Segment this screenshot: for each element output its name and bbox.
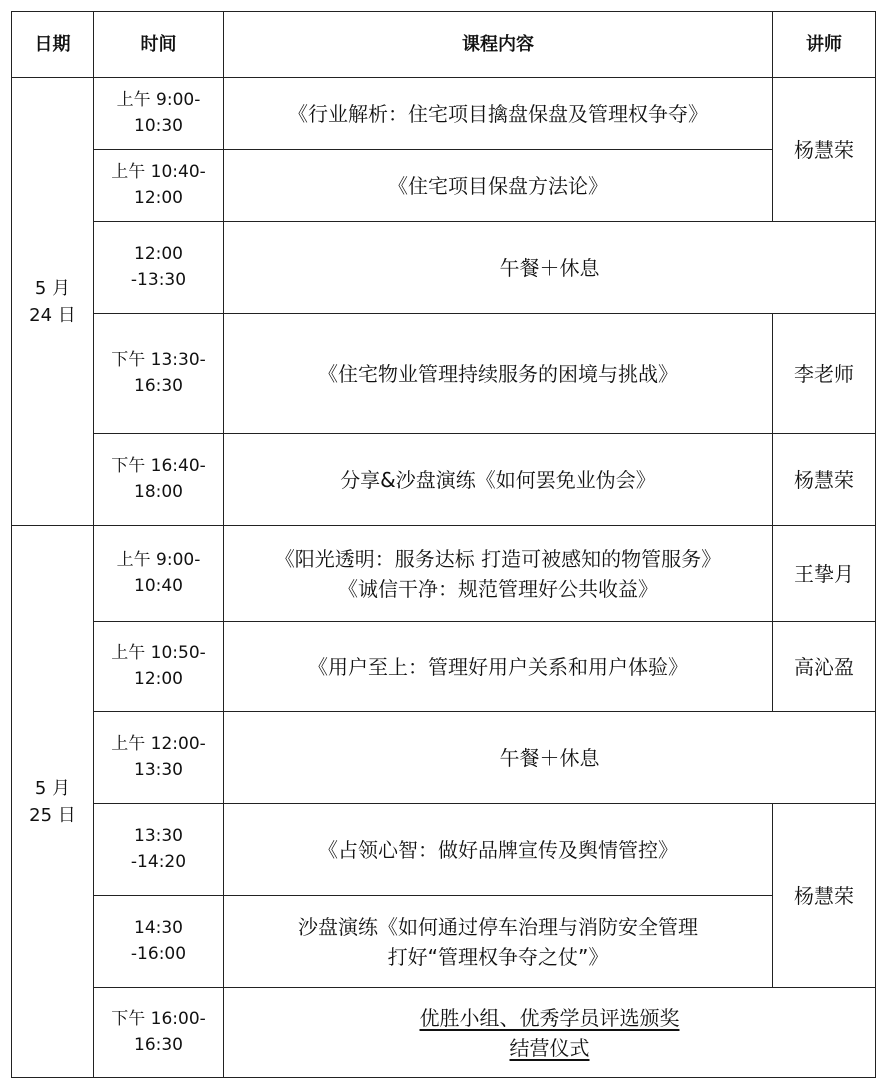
- time-cell: [94, 622, 224, 712]
- date-day: 24 日: [29, 304, 76, 326]
- time-end: 13:30: [134, 759, 183, 780]
- time-cell: [94, 804, 224, 896]
- course-content: 《住宅物业管理持续服务的困境与挑战》: [224, 314, 773, 434]
- course-title-line: 《阳光透明：服务达标 打造可被感知的物管服务》: [274, 546, 722, 571]
- time-cell: [94, 314, 224, 434]
- time-end: 10:30: [134, 115, 183, 136]
- time-end: 12:00: [134, 187, 183, 208]
- table-row: [12, 222, 876, 314]
- ceremony-line: 结营仪式: [509, 1035, 590, 1060]
- course-content: [224, 526, 773, 622]
- date-month: 5 月: [34, 277, 71, 299]
- header-time: 时间: [94, 12, 224, 78]
- time-cell: [94, 434, 224, 526]
- course-content: 《用户至上：管理好用户关系和用户体验》: [224, 622, 773, 712]
- time-end: 18:00: [134, 481, 183, 502]
- time-start: 12:00: [134, 244, 183, 264]
- course-content: 《住宅项目保盘方法论》: [224, 150, 773, 222]
- table-row: [12, 988, 876, 1078]
- time-end: -13:30: [130, 269, 187, 290]
- time-start: 下午 16:00-: [111, 1009, 206, 1029]
- time-end: 10:40: [134, 575, 183, 596]
- time-start: 13:30: [134, 826, 183, 846]
- course-title-line: 《诚信干净：规范管理好公共收益》: [338, 576, 658, 601]
- time-cell: [94, 526, 224, 622]
- date-day: 25 日: [29, 804, 76, 826]
- time-start: 上午 10:50-: [111, 643, 206, 663]
- teacher-cell: 王挚月: [773, 526, 876, 622]
- table-row: [12, 434, 876, 526]
- schedule-table: [11, 11, 876, 1078]
- time-start: 上午 9:00-: [116, 90, 201, 110]
- time-cell: [94, 712, 224, 804]
- time-start: 14:30: [134, 918, 183, 938]
- header-teacher: 讲师: [773, 12, 876, 78]
- table-row: [12, 804, 876, 896]
- time-end: 16:30: [134, 1034, 183, 1055]
- table-row: [12, 712, 876, 804]
- time-cell: [94, 896, 224, 988]
- table-row: [12, 78, 876, 150]
- time-cell: [94, 222, 224, 314]
- time-start: 上午 10:40-: [111, 162, 206, 182]
- time-cell: [94, 150, 224, 222]
- course-title-line: 沙盘演练《如何通过停车治理与消防安全管理: [298, 914, 698, 939]
- time-start: 下午 13:30-: [111, 350, 206, 370]
- date-cell-day1: [12, 78, 94, 526]
- teacher-cell: 高沁盈: [773, 622, 876, 712]
- date-month: 5 月: [34, 777, 71, 799]
- course-content: [224, 896, 773, 988]
- time-cell: [94, 78, 224, 150]
- date-cell-day2: [12, 526, 94, 1078]
- teacher-cell: 杨慧荣: [773, 804, 876, 988]
- lunch-break: 午餐＋休息: [224, 712, 876, 804]
- time-end: 16:30: [134, 375, 183, 396]
- award-line: 优胜小组、优秀学员评选颁奖: [419, 1005, 680, 1030]
- closing-ceremony: [224, 988, 876, 1078]
- course-content: 《占领心智：做好品牌宣传及舆情管控》: [224, 804, 773, 896]
- time-cell: [94, 988, 224, 1078]
- time-end: 12:00: [134, 668, 183, 689]
- course-title-line: 打好“管理权争夺之仗”》: [387, 944, 609, 969]
- time-start: 上午 12:00-: [111, 734, 206, 754]
- table-row: [12, 622, 876, 712]
- course-content: 分享&沙盘演练《如何罢免业伪会》: [224, 434, 773, 526]
- time-end: -16:00: [130, 943, 187, 964]
- table-row: [12, 896, 876, 988]
- teacher-cell: 李老师: [773, 314, 876, 434]
- time-end: -14:20: [130, 851, 187, 872]
- table-row: [12, 150, 876, 222]
- table-row: [12, 314, 876, 434]
- header-content: 课程内容: [224, 12, 773, 78]
- lunch-break: 午餐＋休息: [224, 222, 876, 314]
- header-row: [12, 12, 876, 78]
- time-start: 下午 16:40-: [111, 456, 206, 476]
- teacher-cell: 杨慧荣: [773, 78, 876, 222]
- table-row: [12, 526, 876, 622]
- time-start: 上午 9:00-: [116, 550, 201, 570]
- teacher-cell: 杨慧荣: [773, 434, 876, 526]
- header-date: 日期: [12, 12, 94, 78]
- course-content: 《行业解析：住宅项目擒盘保盘及管理权争夺》: [224, 78, 773, 150]
